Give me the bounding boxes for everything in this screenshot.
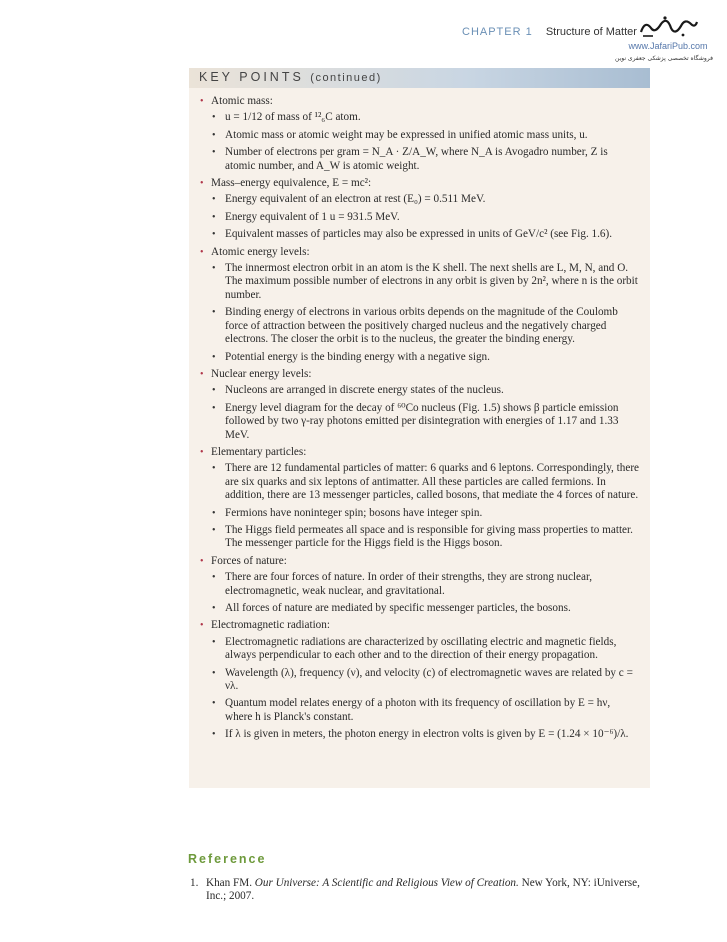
key-point-heading: Forces of nature:	[211, 554, 287, 567]
key-point-item	[199, 402, 640, 442]
key-point-item	[199, 193, 640, 206]
key-point-text: Number of electrons per gram = N_A · Z/A_W, where N_A is Avogadro number, Z is atomic number, and A_W is atomic weight.	[225, 146, 608, 172]
key-point-text: Energy equivalent of an electron at rest (E₀) = 0.511 MeV.	[225, 193, 486, 206]
key-point-section	[199, 619, 640, 632]
sub-bullet-icon: •	[212, 385, 216, 397]
key-point-section	[199, 95, 640, 108]
key-points-title-suffix: (continued)	[310, 72, 382, 84]
sub-bullet-icon: •	[212, 463, 216, 475]
sub-bullet-icon: •	[212, 351, 216, 363]
publisher-subtitle: فروشگاه تخصصی پزشکی جعفری نوین	[615, 55, 713, 62]
key-point-item	[199, 211, 640, 224]
key-point-text: The Higgs field permeates all space and is responsible for giving mass properties to matter. The messenger particle for the Higgs field is the Higgs boson.	[225, 523, 633, 550]
key-point-text: All forces of nature are mediated by specific messenger particles, the bosons.	[225, 602, 571, 614]
key-point-item	[199, 384, 640, 397]
sub-bullet-icon: •	[212, 603, 216, 614]
bullet-icon: •	[200, 446, 204, 458]
bullet-icon: •	[200, 178, 204, 190]
sub-bullet-icon: •	[212, 729, 216, 741]
key-point-item	[199, 728, 640, 741]
key-point-item	[199, 462, 640, 502]
sub-bullet-icon: •	[212, 402, 216, 414]
sub-bullet-icon: •	[212, 307, 216, 319]
chapter-title: Structure of Matter	[545, 26, 637, 38]
sub-bullet-icon: •	[212, 698, 216, 710]
key-point-text: Energy level diagram for the decay of ⁶⁰Co nucleus (Fig. 1.5) shows β particle emission followed by two γ-ray photons emitted per disintegration with energies of 1.17 and 1.33 MeV.	[225, 401, 619, 441]
key-points-list	[189, 88, 650, 742]
publisher-logo-mark-icon	[637, 14, 699, 40]
key-point-section	[199, 246, 640, 259]
key-point-text: Wavelength (λ), frequency (ν), and velocity (c) of electromagnetic waves are related by c = νλ.	[225, 666, 633, 693]
key-point-text: There are four forces of nature. In order of their strengths, they are strong nuclear, electromagnetic, weak nuclear, and gravitational.	[225, 571, 593, 597]
sub-bullet-icon: •	[212, 229, 216, 241]
key-point-item	[199, 228, 640, 241]
key-point-item	[199, 571, 640, 598]
key-point-text: Binding energy of electrons in various orbits depends on the magnitude of the Coulomb force of attraction between the positively charged nucleus and the negatively charged electrons. The closer the orbit is to the nucleus, the greater the binding energy.	[225, 306, 618, 346]
reference-author: Khan FM.	[206, 877, 255, 889]
sub-bullet-icon: •	[212, 572, 216, 584]
key-point-heading: Elementary particles:	[211, 445, 307, 458]
sub-bullet-icon: •	[212, 507, 216, 519]
key-point-item	[199, 306, 640, 346]
key-point-heading: Nuclear energy levels:	[211, 367, 312, 380]
sub-bullet-icon: •	[212, 194, 216, 206]
key-point-section	[199, 368, 640, 381]
key-points-header	[189, 68, 650, 88]
sub-bullet-icon: •	[212, 636, 216, 648]
key-point-text: Nucleons are arranged in discrete energy states of the nucleus.	[225, 384, 504, 397]
sub-bullet-icon: •	[212, 211, 216, 223]
key-points-box	[189, 68, 650, 788]
sub-bullet-icon: •	[212, 263, 216, 275]
key-point-text: Electromagnetic radiations are characterized by oscillating electric and magnetic fields, always perpendicular to each other and to the direction of their energy propagation.	[225, 635, 617, 662]
key-point-text: The innermost electron orbit in an atom is the K shell. The next shells are L, M, N, and O. The maximum possible number of electrons in any orbit is given by 2n², where n is the orbit number.	[225, 262, 638, 301]
key-point-heading: Atomic energy levels:	[211, 245, 310, 258]
key-point-section	[199, 177, 640, 190]
key-point-text: Fermions have noninteger spin; bosons have integer spin.	[225, 506, 483, 519]
reference-entry	[190, 877, 650, 904]
key-point-text: There are 12 fundamental particles of matter: 6 quarks and 6 leptons. Correspondingly, there are six quarks and six leptons of antimatter. All these particles are called fermions. In addition, there are 13 messenger particles, called bosons, that mediate the 4 forces of nature.	[225, 462, 640, 502]
reference-book-title: Our Universe: A Scientific and Religious View of Creation.	[254, 877, 519, 889]
key-point-heading: Mass–energy equivalence, E = mc²:	[211, 177, 372, 190]
key-point-heading: Atomic mass:	[211, 95, 273, 107]
key-point-text: Atomic mass or atomic weight may be expressed in unified atomic mass units, u.	[225, 128, 588, 141]
bullet-icon: •	[200, 368, 204, 380]
key-point-item	[199, 524, 640, 551]
key-point-item	[199, 697, 640, 724]
running-head	[462, 26, 637, 38]
key-point-item	[199, 507, 640, 520]
key-point-item	[199, 111, 640, 124]
key-point-text: Equivalent masses of particles may also be expressed in units of GeV/c² (see Fig. 1.6).	[225, 228, 613, 241]
key-point-item	[199, 602, 640, 615]
key-point-item	[199, 636, 640, 663]
key-point-text: If λ is given in meters, the photon energy in electron volts is given by E = (1.24 × 10⁻⁶)/λ.	[225, 728, 629, 741]
key-point-heading: Electromagnetic radiation:	[211, 619, 330, 632]
key-point-item	[199, 262, 640, 302]
bullet-icon: •	[200, 246, 204, 258]
key-point-section	[199, 446, 640, 459]
bullet-icon: •	[200, 620, 204, 632]
reference-list	[190, 877, 650, 904]
key-point-item	[199, 351, 640, 364]
key-point-text: Potential energy is the binding energy with a negative sign.	[225, 350, 490, 363]
bullet-icon: •	[200, 555, 204, 567]
key-points-title: KEY POINTS	[199, 70, 304, 84]
reference-heading: Reference	[188, 852, 267, 866]
sub-bullet-icon: •	[212, 147, 216, 159]
sub-bullet-icon: •	[212, 112, 216, 124]
sub-bullet-icon: •	[212, 129, 216, 141]
chapter-label: CHAPTER 1	[462, 26, 533, 38]
reference-publisher: New York, NY: iUniverse, Inc.; 2007.	[206, 877, 640, 903]
key-point-text: Quantum model relates energy of a photon with its frequency of oscillation by E = hν, where h is Planck's constant.	[225, 697, 611, 723]
sub-bullet-icon: •	[212, 667, 216, 679]
publisher-url[interactable]: www.JafariPub.com	[628, 41, 708, 51]
publisher-logo	[615, 14, 713, 62]
key-point-section	[199, 555, 640, 568]
key-point-item	[199, 667, 640, 694]
key-point-item	[199, 129, 640, 142]
bullet-icon: •	[200, 96, 204, 107]
key-point-item	[199, 146, 640, 173]
key-point-text: Energy equivalent of 1 u = 931.5 MeV.	[225, 210, 400, 223]
sub-bullet-icon: •	[212, 524, 216, 536]
reference-number: 1.	[190, 877, 199, 889]
key-point-text: u = 1/12 of mass of ¹²₆C atom.	[225, 111, 361, 124]
